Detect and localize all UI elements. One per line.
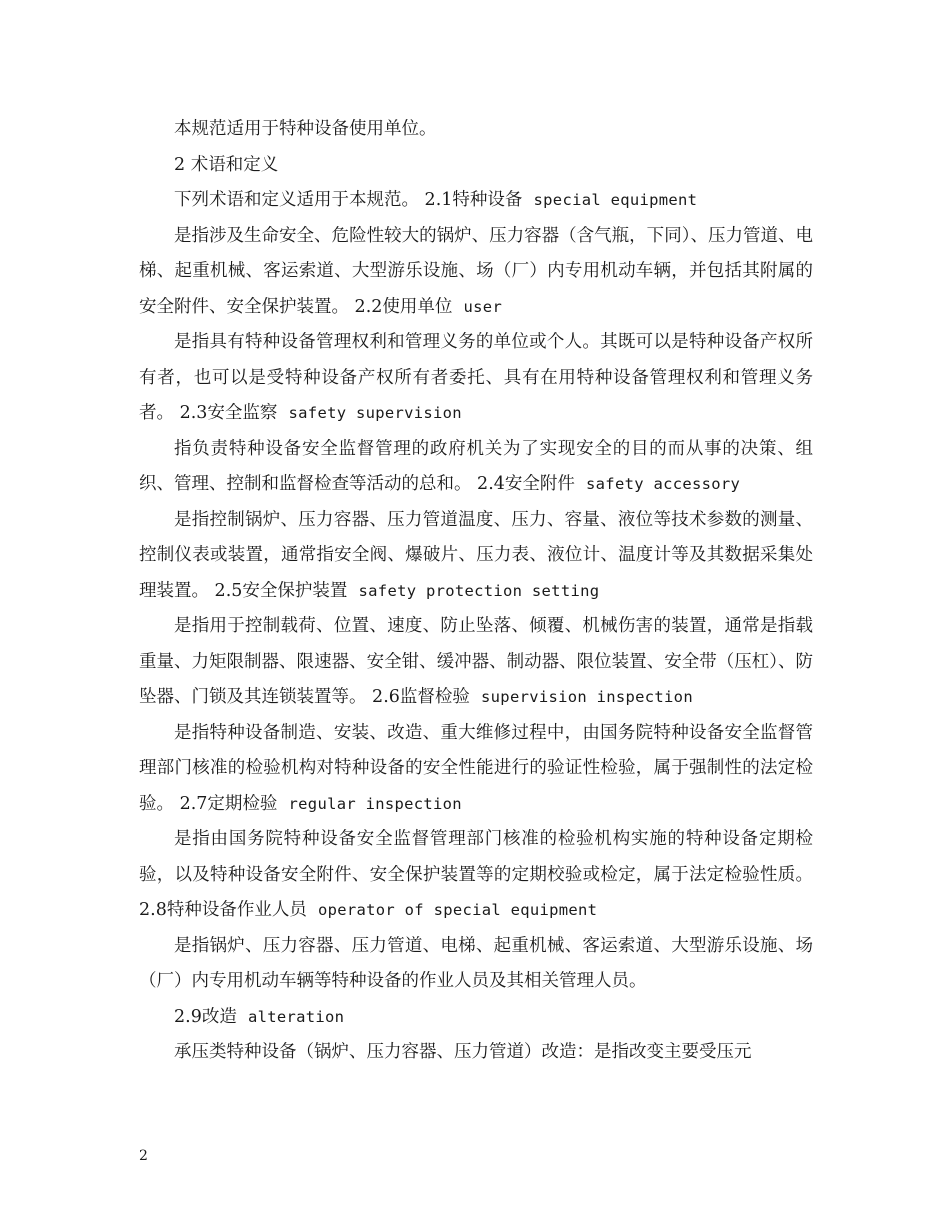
- paragraph-user: [139, 325, 813, 432]
- paragraph-text: 指负责特种设备安全监督管理的政府机关为了实现安全的目的而从事的决策、组织、管理、控制和监督检查等活动的总和。 2.4安全附件: [139, 438, 813, 494]
- paragraph-text: 承压类特种设备（锅炉、压力容器、压力管道）改造：是指改变主要受压元: [174, 1042, 752, 1062]
- paragraph-text: 是指由国务院特种设备安全监督管理部门核准的检验机构实施的特种设备定期检验，以及特种设备安全附件、安全保护装置等的定期校验或检定，属于法定检验性质。 2.8特种设备作业人员: [139, 829, 813, 920]
- paragraph-terms-intro: [139, 183, 813, 219]
- paragraph-text: 是指控制锅炉、压力容器、压力管道温度、压力、容量、液位等技术参数的测量、控制仪表或装置，通常指安全阀、爆破片、压力表、液位计、温度计等及其数据采集处理装置。 2.5安全保护装置: [139, 509, 813, 601]
- page-number: 2: [139, 1148, 148, 1164]
- english-term: supervision inspection: [481, 688, 693, 706]
- document-body: [139, 112, 813, 1071]
- paragraph-text: 2.9改造: [174, 1006, 237, 1027]
- paragraph-text: 是指用于控制载荷、位置、速度、防止坠落、倾覆、机械伤害的装置，通常是指载重量、力矩限制器、限速器、安全钳、缓冲器、制动器、限位装置、安全带（压杠）、防坠器、门锁及其连锁装置等。 2.6监督检验: [139, 616, 813, 707]
- english-term: regular inspection: [288, 794, 462, 813]
- paragraph-text: 2 术语和定义: [174, 154, 279, 175]
- paragraph-special-equipment: [139, 219, 813, 326]
- paragraph-safety-protection: [139, 609, 813, 716]
- paragraph-operator: [139, 929, 813, 1000]
- paragraph-supervision-inspection: [139, 716, 813, 823]
- english-term: special equipment: [533, 191, 698, 209]
- paragraph-alteration-heading: [139, 1000, 813, 1036]
- paragraph-alteration-body: [139, 1035, 813, 1071]
- paragraph-text: 是指锅炉、压力容器、压力管道、电梯、起重机械、客运索道、大型游乐设施、场（厂）内专用机动车辆等特种设备的作业人员及其相关管理人员。: [139, 935, 813, 991]
- english-term: safety protection setting: [358, 581, 600, 600]
- paragraph-safety-supervision: [139, 432, 813, 503]
- paragraph-regular-inspection: [139, 822, 813, 929]
- english-term: alteration: [247, 1007, 345, 1026]
- paragraph-text: 本规范适用于特种设备使用单位。: [174, 119, 437, 139]
- english-term: safety supervision: [288, 404, 462, 422]
- paragraph-safety-accessory: [139, 503, 813, 610]
- english-term: user: [463, 297, 503, 316]
- paragraph-text: 是指涉及生命安全、危险性较大的锅炉、压力容器（含气瓶，下同）、压力管道、电梯、起重机械、客运索道、大型游乐设施、场（厂）内专用机动车辆，并包括其附属的安全附件、安全保护装置。 2.2使用单位: [139, 225, 813, 317]
- english-term: safety accessory: [586, 475, 741, 493]
- english-term: operator of special equipment: [317, 901, 598, 919]
- paragraph-text: 是指特种设备制造、安装、改造、重大维修过程中，由国务院特种设备安全监督管理部门核准的检验机构对特种设备的安全性能进行的验证性检验，属于强制性的法定检验。 2.7定期检验: [139, 722, 813, 814]
- heading-terms-definitions: [139, 148, 813, 184]
- paragraph-text: 是指具有特种设备管理权利和管理义务的单位或个人。其既可以是特种设备产权所有者，也可以是受特种设备产权所有者委托、具有在用特种设备管理权利和管理义务者。 2.3安全监察: [139, 332, 813, 423]
- paragraph-text: 下列术语和定义适用于本规范。 2.1特种设备: [174, 190, 523, 210]
- paragraph-scope: [139, 112, 813, 148]
